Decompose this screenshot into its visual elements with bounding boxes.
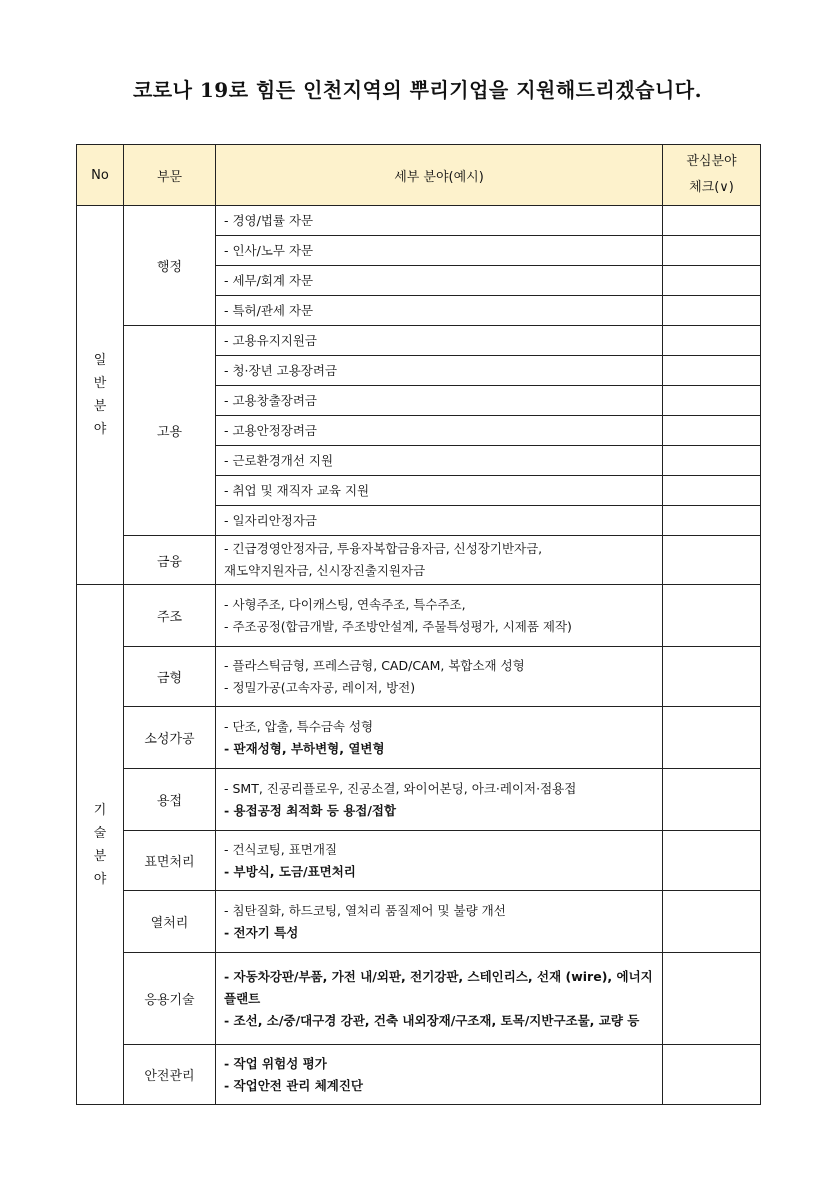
table-body <box>77 206 761 1105</box>
group-label-char: 술 <box>93 825 107 841</box>
interest-check-cell[interactable] <box>663 236 761 266</box>
detail-cell <box>216 386 663 416</box>
category-name: 응용기술 <box>124 953 216 1045</box>
interest-check-cell[interactable] <box>663 1045 761 1105</box>
detail-line: - 플라스틱금형, 프레스금형, CAD/CAM, 복합소재 성형 <box>224 657 525 673</box>
detail-line: - 고용유지지원금 <box>224 332 318 348</box>
table-row <box>77 831 761 891</box>
category-name: 금형 <box>124 647 216 707</box>
detail-line: - 용접공정 최적화 등 용접/접합 <box>224 802 397 818</box>
table-row <box>77 536 761 585</box>
header-check-line1: 관심분야 <box>686 154 737 169</box>
detail-line: - 전자기 특성 <box>224 924 299 940</box>
detail-cell <box>216 296 663 326</box>
interest-check-cell[interactable] <box>663 585 761 647</box>
category-name: 용접 <box>124 769 216 831</box>
interest-check-cell[interactable] <box>663 831 761 891</box>
interest-check-cell[interactable] <box>663 386 761 416</box>
detail-line: - 고용창출장려금 <box>224 392 318 408</box>
detail-line: - 인사/노무 자문 <box>224 242 314 258</box>
detail-line: - SMT, 진공리플로우, 진공소결, 와이어본딩, 아크·레이저·점용접 <box>224 780 577 796</box>
detail-cell <box>216 416 663 446</box>
detail-cell <box>216 1045 663 1105</box>
group-label-char: 분 <box>93 399 107 414</box>
detail-line: - 일자리안정자금 <box>224 512 318 528</box>
interest-form-table <box>76 144 761 1105</box>
category-name: 소성가공 <box>124 707 216 769</box>
detail-line: - 조선, 소/중/대구경 강관, 건축 내외장재/구조재, 토목/지반구조물, 교량 등 <box>224 1012 640 1028</box>
detail-cell <box>216 266 663 296</box>
group-label-char: 반 <box>93 376 107 391</box>
category-name: 주조 <box>124 585 216 647</box>
detail-line: - 작업안전 관리 체계진단 <box>224 1077 363 1093</box>
table-row <box>77 585 761 647</box>
interest-check-cell[interactable] <box>663 769 761 831</box>
header-category: 부문 <box>124 145 216 206</box>
detail-cell <box>216 206 663 236</box>
page-title: 코로나 19로 힘든 인천지역의 뿌리기업을 지원해드리겠습니다. <box>132 78 703 102</box>
detail-line: 재도약지원자금, 신시장진출지원자금 <box>224 563 426 578</box>
detail-cell <box>216 891 663 953</box>
category-name: 행정 <box>124 206 216 326</box>
group-label-char: 야 <box>93 871 107 887</box>
header-check <box>663 145 761 206</box>
interest-check-cell[interactable] <box>663 206 761 236</box>
detail-line: - 판재성형, 부하변형, 열변형 <box>224 740 385 756</box>
detail-line: - 취업 및 재직자 교육 지원 <box>224 482 370 498</box>
header-no: No <box>77 145 124 206</box>
header-check-line2: 체크(∨) <box>689 180 734 195</box>
detail-line: - 세무/회계 자문 <box>224 272 314 288</box>
detail-cell <box>216 536 663 585</box>
table-row <box>77 206 761 236</box>
detail-cell <box>216 446 663 476</box>
interest-check-cell[interactable] <box>663 536 761 585</box>
table-row <box>77 1045 761 1105</box>
interest-check-cell[interactable] <box>663 506 761 536</box>
detail-line: - 단조, 압출, 특수금속 성형 <box>224 718 374 734</box>
category-name: 안전관리 <box>124 1045 216 1105</box>
detail-cell <box>216 506 663 536</box>
interest-check-cell[interactable] <box>663 296 761 326</box>
detail-line: - 건식코팅, 표면개질 <box>224 841 338 857</box>
detail-line: - 주조공정(합금개발, 주조방안설계, 주물특성평가, 시제품 제작) <box>224 618 572 634</box>
detail-line: - 경영/법률 자문 <box>224 212 314 228</box>
table-row <box>77 953 761 1045</box>
interest-check-cell[interactable] <box>663 356 761 386</box>
category-name: 고용 <box>124 326 216 536</box>
detail-cell <box>216 831 663 891</box>
detail-line: - 청·장년 고용장려금 <box>224 362 338 378</box>
detail-cell <box>216 476 663 506</box>
category-name: 표면처리 <box>124 831 216 891</box>
interest-check-cell[interactable] <box>663 647 761 707</box>
group-label-char: 야 <box>93 422 107 437</box>
group-label <box>77 585 124 1105</box>
interest-check-cell[interactable] <box>663 707 761 769</box>
category-name: 열처리 <box>124 891 216 953</box>
detail-line: - 침탄질화, 하드코팅, 열처리 품질제어 및 불량 개선 <box>224 902 506 918</box>
detail-line: - 고용안정장려금 <box>224 422 318 438</box>
detail-line: - 정밀가공(고속자공, 레이저, 방전) <box>224 679 416 695</box>
interest-check-cell[interactable] <box>663 266 761 296</box>
detail-line: - 자동차강판/부품, 가전 내/외판, 전기강판, 스테인리스, 선재 (wire), 에너지플랜트 <box>224 968 653 1006</box>
interest-check-cell[interactable] <box>663 446 761 476</box>
table-row <box>77 891 761 953</box>
category-name: 금융 <box>124 536 216 585</box>
detail-line: - 특허/관세 자문 <box>224 302 314 318</box>
detail-cell <box>216 707 663 769</box>
detail-line: - 긴급경영안정자금, 투융자복합금융자금, 신성장기반자금, <box>224 541 543 556</box>
detail-cell <box>216 769 663 831</box>
detail-cell <box>216 236 663 266</box>
interest-check-cell[interactable] <box>663 326 761 356</box>
detail-line: - 부방식, 도금/표면처리 <box>224 863 356 879</box>
detail-cell <box>216 356 663 386</box>
detail-cell <box>216 585 663 647</box>
group-label-char: 분 <box>93 848 107 864</box>
detail-cell <box>216 326 663 356</box>
table-row <box>77 647 761 707</box>
group-label-char: 기 <box>93 802 107 818</box>
interest-check-cell[interactable] <box>663 891 761 953</box>
group-label-char: 일 <box>93 353 107 368</box>
interest-check-cell[interactable] <box>663 476 761 506</box>
detail-cell <box>216 953 663 1045</box>
group-label <box>77 206 124 585</box>
table-row <box>77 326 761 356</box>
interest-check-cell[interactable] <box>663 953 761 1045</box>
table-row <box>77 707 761 769</box>
table-row <box>77 769 761 831</box>
header-detail: 세부 분야(예시) <box>216 145 663 206</box>
detail-cell <box>216 647 663 707</box>
detail-line: - 작업 위험성 평가 <box>224 1055 327 1071</box>
table-header-row <box>77 145 761 206</box>
detail-line: - 근로환경개선 지원 <box>224 452 334 468</box>
detail-line: - 사형주조, 다이캐스팅, 연속주조, 특수주조, <box>224 596 466 612</box>
interest-check-cell[interactable] <box>663 416 761 446</box>
